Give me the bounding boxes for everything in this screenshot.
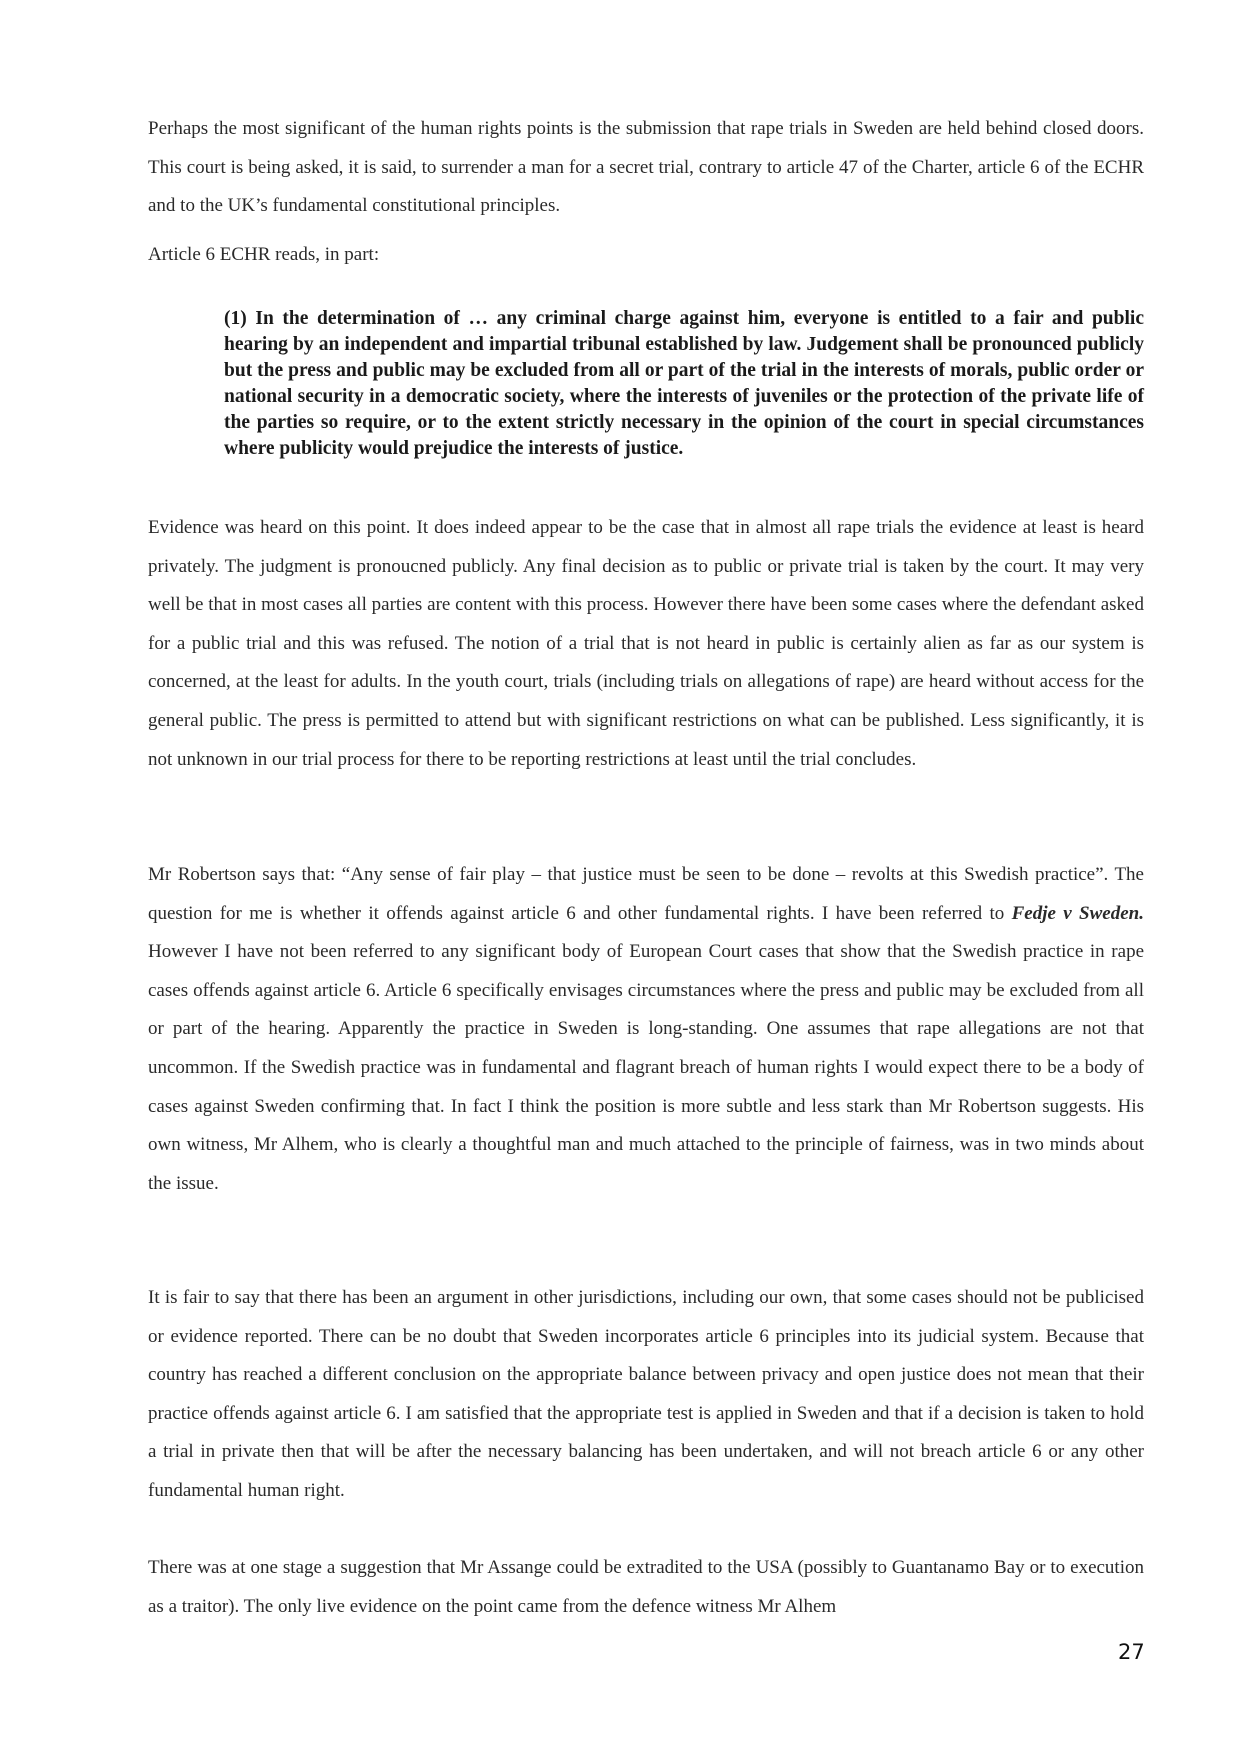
page-number: 27 <box>1118 1640 1145 1664</box>
article6-quote: (1) In the determination of … any criminal charge against him, everyone is entitled to a fair and public hearing by an independent and impartial tribunal established by law. Judgement shall be pronounced publicly but the press and public may be excluded from all or part of the trial in the interests of morals, public order or national security in a democratic society, where the interests of juveniles or the protection of the private life of the parties so require, or to the extent strictly necessary in the opinion of the court in special circumstances where publicity would prejudice the interests of justice. <box>224 308 1144 459</box>
case-citation: Fedje v Sweden. <box>1011 902 1144 924</box>
paragraph-robertson <box>148 856 1144 1203</box>
paragraph-article6-intro: Article 6 ECHR reads, in part: <box>148 244 380 265</box>
paragraph-usa-extradition: There was at one stage a suggestion that Mr Assange could be extradited to the USA (possibly to Guantanamo Bay or to execution as a traitor). The only live evidence on the point came from the defence witness Mr Alhem <box>148 1557 1144 1617</box>
paragraph-closed-doors: Perhaps the most significant of the human rights points is the submission that rape trials in Sweden are held behind closed doors. This court is being asked, it is said, to surrender a man for a secret trial, contrary to article 47 of the Charter, article 6 of the ECHR and to the UK’s fundamental constitutional principles. <box>148 118 1144 217</box>
paragraph-robertson-text-2: However I have not been referred to any significant body of European Court cases that show that the Swedish practice in rape cases offends against article 6. Article 6 specifically envisages circumstances where the press and public may be excluded from all or part of the hearing. Apparently the practice in Sweden is long-standing. One assumes that rape allegations are not that uncommon. If the Swedish practice was in fundamental and flagrant breach of human rights I would expect there to be a body of cases against Sweden confirming that. In fact I think the position is more subtle and less stark than Mr Robertson suggests. His own witness, Mr Alhem, who is clearly a thoughtful man and much attached to the principle of fairness, was in two minds about the issue. <box>148 941 1144 1194</box>
paragraph-robertson-text-1: Mr Robertson says that: “Any sense of fair play – that justice must be seen to be done – revolts at this Swedish practice”. The question for me is whether it offends against article 6 and other fundamental rights. I have been referred to <box>148 864 1144 924</box>
paragraph-other-jurisdictions: It is fair to say that there has been an argument in other jurisdictions, including our own, that some cases should not be publicised or evidence reported. There can be no doubt that Sweden incorporates article 6 principles into its judicial system. Because that country has reached a different conclusion on the appropriate balance between privacy and open justice does not mean that their practice offends against article 6. I am satisfied that the appropriate test is applied in Sweden and that if a decision is taken to hold a trial in private then that will be after the necessary balancing has been undertaken, and will not breach article 6 or any other fundamental human right. <box>148 1287 1144 1501</box>
paragraph-evidence: Evidence was heard on this point. It does indeed appear to be the case that in almost all rape trials the evidence at least is heard privately. The judgment is pronoucned publicly. Any final decision as to public or private trial is taken by the court. It may very well be that in most cases all parties are content with this process. However there have been some cases where the defendant asked for a public trial and this was refused. The notion of a trial that is not heard in public is certainly alien as far as our system is concerned, at the least for adults. In the youth court, trials (including trials on allegations of rape) are heard without access for the general public. The press is permitted to attend but with significant restrictions on what can be published. Less significantly, it is not unknown in our trial process for there to be reporting restrictions at least until the trial concludes. <box>148 517 1144 770</box>
